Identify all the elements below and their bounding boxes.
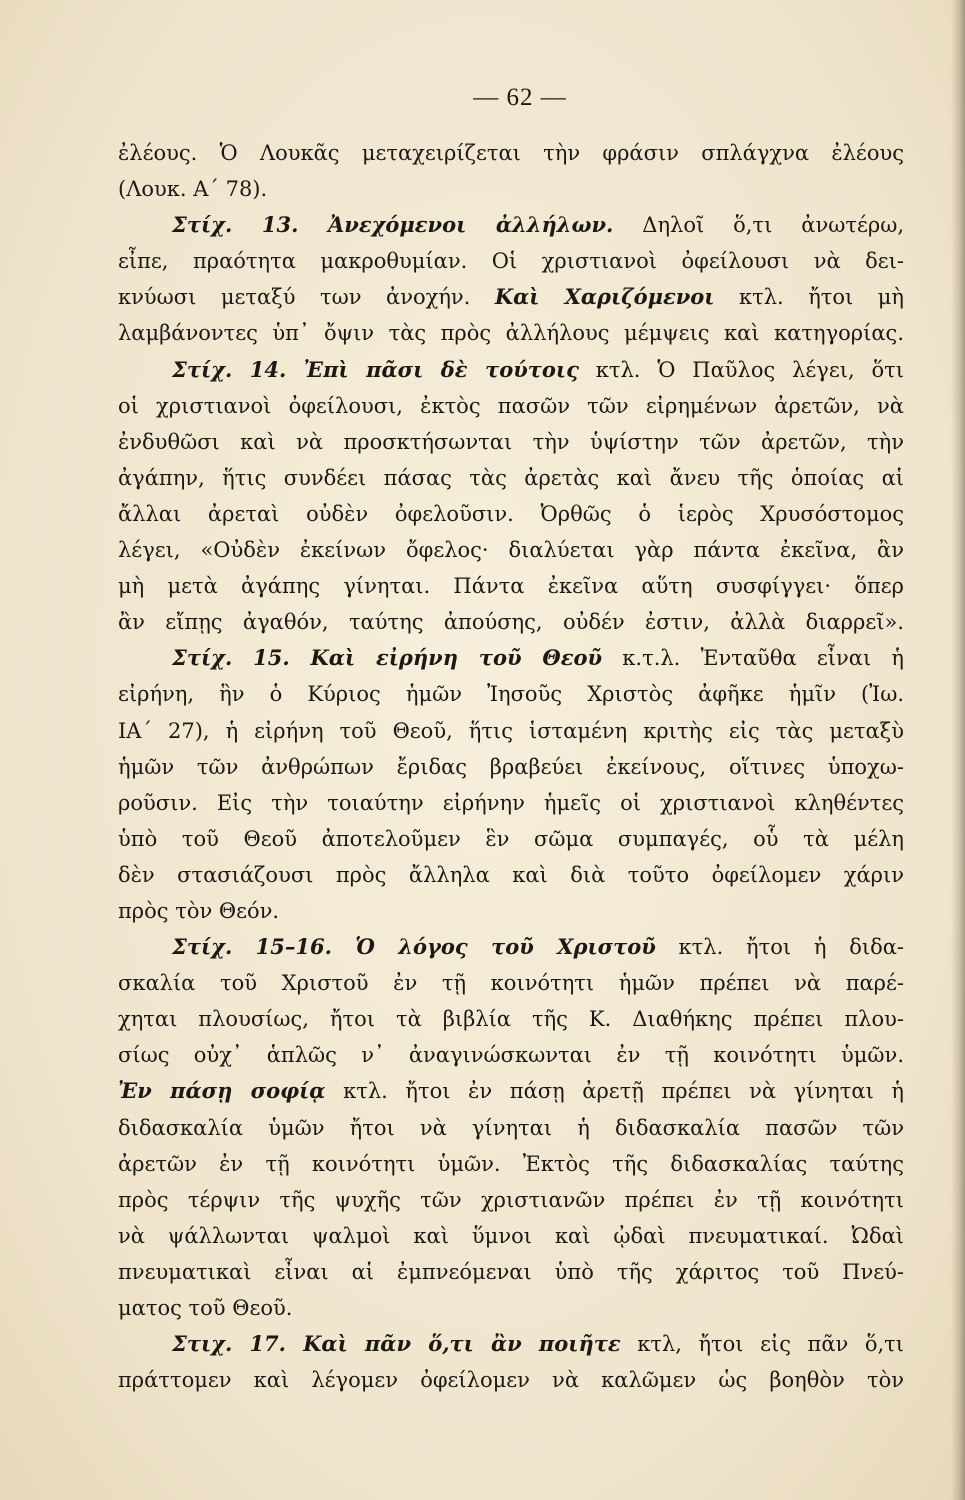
line-text: πράττομεν καὶ λέγομεν ὀφείλομεν νὰ καλῶμεν ὡς βοηθὸν τὸν [118, 1368, 904, 1393]
text-line [118, 352, 904, 388]
text-line [118, 1037, 904, 1073]
text-line [118, 207, 904, 243]
text-line [118, 496, 904, 532]
text-line [118, 785, 904, 821]
text-line [118, 279, 904, 315]
text-line [118, 532, 904, 568]
text-line [118, 388, 904, 424]
line-text: κτλ. ἤτοι μὴ [714, 285, 904, 310]
line-text: νὰ ψάλλωνται ψαλμοὶ καὶ ὕμνοι καὶ ᾠδαὶ πνευματικαί. Ὠδαὶ [118, 1223, 904, 1248]
line-text: λαμβάνοντες ὑπ᾿ ὄψιν τὰς πρὸς ἀλλήλους μέμψεις καὶ κατηγορίας. [118, 321, 904, 346]
verse-phrase: Καὶ Χαριζόμενοι [494, 284, 715, 310]
text-line [118, 821, 904, 857]
text-line [118, 965, 904, 1001]
verse-phrase: Ἐν πάσῃ σοφίᾳ [118, 1078, 326, 1104]
line-text: δὲν στασιάζουσι πρὸς ἄλληλα καὶ διὰ τοῦτο ὀφείλομεν χάριν [118, 862, 904, 887]
text-line [118, 676, 904, 712]
line-text: ἀγάπην, ἥτις συνδέει πάσας τὰς ἀρετὰς καὶ ἄνευ τῆς ὁποίας αἱ [118, 465, 904, 490]
verse-heading: Στιχ. 17. Καὶ πᾶν ὅ,τι ἂν ποιῆτε [172, 1331, 621, 1357]
line-text: ἡμῶν τῶν ἀνθρώπων ἔριδας βραβεύει ἐκείνους, οἵτινες ὑποχω- [118, 754, 904, 779]
line-text: διδασκαλία ὑμῶν ἤτοι νὰ γίνηται ἡ διδασκαλία πασῶν τῶν [118, 1115, 904, 1140]
text-line [118, 460, 904, 496]
text-line [118, 1218, 904, 1254]
line-text: σκαλία τοῦ Χριστοῦ ἐν τῇ κοινότητι ἡμῶν πρέπει νὰ παρέ- [118, 971, 904, 996]
text-line [118, 135, 904, 171]
verse-heading: Στίχ. 13. Ἀνεχόμενοι ἀλλήλων. [172, 212, 614, 238]
text-line [118, 713, 904, 749]
text-line [118, 1182, 904, 1218]
line-text: οἱ χριστιανοὶ ὀφείλουσι, ἐκτὸς πασῶν τῶν εἰρημένων ἀρετῶν, νὰ [118, 393, 904, 418]
text-line [118, 1146, 904, 1182]
text-line [118, 893, 904, 929]
line-text: ἄλλαι ἀρεταὶ οὐδὲν ὀφελοῦσιν. Ὀρθῶς ὁ ἱερὸς Χρυσόστομος [118, 501, 904, 526]
text-line [118, 929, 904, 965]
text-line [118, 171, 904, 207]
line-text: ἐνδυθῶσι καὶ νὰ προσκτήσωνται τὴν ὑψίστην τῶν ἀρετῶν, τὴν [118, 429, 904, 454]
text-line [118, 1254, 904, 1290]
text-line [118, 424, 904, 460]
text-line [118, 243, 904, 279]
line-text: κ.τ.λ. Ἐνταῦθα εἶναι ἡ [602, 646, 904, 671]
text-line [118, 1110, 904, 1146]
text-line [118, 1001, 904, 1037]
line-text: σίως οὐχ᾿ ἁπλῶς ν᾿ ἀναγινώσκωνται ἐν τῇ κοινότητι ὑμῶν. [118, 1043, 904, 1068]
text-line [118, 1362, 904, 1398]
text-line [118, 568, 904, 604]
line-text: κτλ, ἤτοι εἰς πᾶν ὅ,τι [620, 1332, 904, 1357]
text-line [118, 315, 904, 351]
text-line [118, 857, 904, 893]
line-text: μὴ μετὰ ἀγάπης γίνηται. Πάντα ἐκεῖνα αὕτη συσφίγγει· ὅπερ [118, 574, 904, 599]
line-text: ἀρετῶν ἐν τῇ κοινότητι ὑμῶν. Ἐκτὸς τῆς διδασκαλίας ταύτης [118, 1151, 904, 1176]
line-text: ΙΑ΄ 27), ἡ εἰρήνη τοῦ Θεοῦ, ἥτις ἱσταμένη κριτὴς εἰς τὰς μεταξὺ [118, 718, 904, 743]
line-text: πρὸς τὸν Θεόν. [118, 898, 280, 923]
page-number: — 62 — [473, 84, 567, 111]
line-text: ἐλέους. Ὁ Λουκᾶς μεταχειρίζεται τὴν φράσιν σπλάγχνα ἐλέους [118, 141, 904, 165]
text-line [118, 604, 904, 640]
line-text: κνύωσι μεταξύ των ἀνοχήν. [118, 285, 495, 310]
verse-heading: Στίχ. 15. Καὶ εἰρήνη τοῦ Θεοῦ [172, 645, 603, 671]
line-text: πνευματικαὶ εἶναι αἱ ἐμπνεόμεναι ὑπὸ τῆς χάριτος τοῦ Πνεύ- [118, 1259, 904, 1284]
body-text [118, 135, 904, 1398]
text-line [118, 640, 904, 676]
line-text: κτλ. Ὁ Παῦλος λέγει, ὅτι [578, 357, 904, 382]
page-edge-shadow [951, 0, 965, 1500]
line-text: κτλ. ἤτοι ἡ διδα- [655, 935, 904, 960]
text-line [118, 1073, 904, 1109]
text-line [118, 1290, 904, 1326]
verse-heading: Στίχ. 14. Ἐπὶ πᾶσι δὲ τούτοις [172, 356, 579, 382]
line-text: ἂν εἴπῃς ἀγαθόν, ταύτης ἀπούσης, οὐδέν ἐστιν, ἀλλὰ διαρρεῖ». [118, 610, 904, 635]
line-text: (Λουκ. Α΄ 78). [118, 177, 268, 202]
line-text: ροῦσιν. Εἰς τὴν τοιαύτην εἰρήνην ἡμεῖς οἱ χριστιανοὶ κληθέντες [118, 790, 904, 815]
line-text: πρὸς τέρψιν τῆς ψυχῆς τῶν χριστιανῶν πρέπει ἐν τῇ κοινότητι [118, 1187, 904, 1212]
text-line [118, 749, 904, 785]
line-text: χηται πλουσίως, ἤτοι τὰ βιβλία τῆς Κ. Διαθήκης πρέπει πλου- [118, 1007, 904, 1032]
verse-heading: Στίχ. 15–16. Ὁ λόγος τοῦ Χριστοῦ [172, 934, 656, 960]
line-text: εἰρήνη, ἣν ὁ Κύριος ἡμῶν Ἰησοῦς Χριστὸς ἀφῆκε ἡμῖν (Ἰω. [118, 682, 904, 707]
line-text: λέγει, «Οὐδὲν ἐκείνων ὄφελος· διαλύεται γὰρ πάντα ἐκεῖνα, ἂν [118, 538, 904, 563]
line-text: εἶπε, πραότητα μακροθυμίαν. Οἱ χριστιανοὶ ὀφείλουσι νὰ δει- [118, 249, 904, 274]
line-text: κτλ. ἤτοι ἐν πάσῃ ἀρετῇ πρέπει νὰ γίνηται ἡ [325, 1079, 904, 1104]
line-text: ὑπὸ τοῦ Θεοῦ ἀποτελοῦμεν ἓν σῶμα συμπαγές, οὗ τὰ μέλη [118, 826, 904, 851]
line-text: Δηλοῖ ὅ,τι ἀνωτέρω, [613, 213, 904, 238]
line-text: ματος τοῦ Θεοῦ. [118, 1296, 293, 1320]
text-line [118, 1326, 904, 1362]
